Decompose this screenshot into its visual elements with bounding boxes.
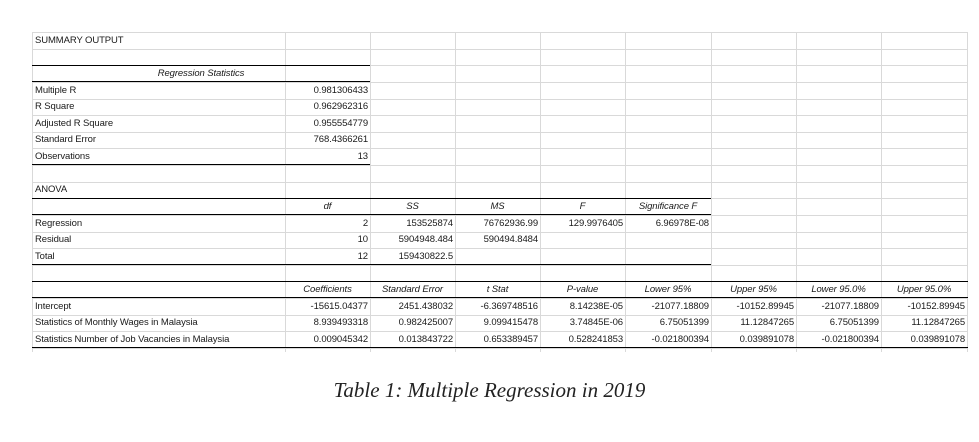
coef-header-upper-95-0[interactable]: Upper 95.0% (896, 284, 952, 295)
stat-label-r-square[interactable]: R Square (35, 101, 75, 112)
summary-title[interactable]: SUMMARY OUTPUT (35, 35, 124, 46)
anova-header-ss[interactable]: SS (406, 201, 419, 212)
table-caption: Table 1: Multiple Regression in 2019 (333, 378, 646, 402)
gridline (32, 165, 968, 166)
anova-cell[interactable]: 159430822.5 (398, 251, 453, 262)
anova-label-total[interactable]: Total (35, 251, 55, 262)
anova-cell[interactable]: 153525874 (406, 218, 453, 229)
anova-cell[interactable]: 129.9976405 (568, 218, 623, 229)
gridline (32, 148, 968, 149)
coef-label-intercept[interactable]: Intercept (35, 301, 72, 312)
coef-cell[interactable]: -0.021800394 (821, 334, 879, 345)
stat-label-standard-error[interactable]: Standard Error (35, 134, 96, 145)
coef-cell[interactable]: -21077.18809 (651, 301, 709, 312)
coef-cell[interactable]: 0.982425007 (398, 317, 453, 328)
stat-value-observations[interactable]: 13 (357, 151, 368, 162)
coef-cell[interactable]: -21077.18809 (821, 301, 879, 312)
gridline (32, 348, 968, 349)
spreadsheet-grid (32, 32, 968, 352)
stat-label-adjusted-r-square[interactable]: Adjusted R Square (35, 118, 114, 129)
anova-header-ms[interactable]: MS (490, 201, 505, 212)
coef-header-p-value[interactable]: P-value (566, 284, 599, 295)
gridline (32, 265, 968, 266)
coef-cell[interactable]: 0.039891078 (910, 334, 965, 345)
coef-cell[interactable]: 0.013843722 (398, 334, 453, 345)
gridline (32, 49, 968, 50)
coef-label-job-vacancies[interactable]: Statistics Number of Job Vacancies in Malaysia (35, 334, 230, 345)
stat-label-multiple-r[interactable]: Multiple R (35, 85, 77, 96)
coef-cell[interactable]: 3.74845E-06 (569, 317, 623, 328)
anova-title[interactable]: ANOVA (35, 184, 68, 195)
coef-cell[interactable]: 9.099415478 (483, 317, 538, 328)
anova-cell[interactable]: 5904948.484 (398, 234, 453, 245)
anova-label-regression[interactable]: Regression (35, 218, 83, 229)
anova-cell[interactable]: 10 (357, 234, 368, 245)
coef-cell[interactable]: 0.009045342 (313, 334, 368, 345)
coef-header-upper-95[interactable]: Upper 95% (730, 284, 777, 295)
gridline (32, 99, 968, 100)
anova-label-residual[interactable]: Residual (35, 234, 72, 245)
coef-header-standard-error[interactable]: Standard Error (382, 284, 443, 295)
coef-cell[interactable]: -15615.04377 (310, 301, 368, 312)
gridline (32, 32, 968, 33)
anova-header-f[interactable]: F (579, 201, 586, 212)
coef-cell[interactable]: 8.939493318 (313, 317, 368, 328)
regression-statistics-header[interactable]: Regression Statistics (157, 68, 245, 79)
stat-label-observations[interactable]: Observations (35, 151, 90, 162)
coef-cell[interactable]: 11.12847265 (740, 317, 794, 328)
coef-header-lower-95[interactable]: Lower 95% (644, 284, 692, 295)
gridline (32, 115, 968, 116)
gridline (967, 32, 968, 352)
coef-cell[interactable]: -10152.89945 (736, 301, 794, 312)
coef-cell[interactable]: -10152.89945 (907, 301, 965, 312)
anova-cell[interactable]: 590494.8484 (483, 234, 538, 245)
coef-cell[interactable]: 8.14238E-05 (569, 301, 623, 312)
coef-cell[interactable]: 2451.438032 (398, 301, 453, 312)
coef-cell[interactable]: -0.021800394 (651, 334, 709, 345)
coef-cell[interactable]: 0.528241853 (568, 334, 623, 345)
anova-cell[interactable]: 2 (362, 218, 368, 229)
stat-value-standard-error[interactable]: 768.4366261 (313, 134, 368, 145)
anova-header-df[interactable]: df (323, 201, 332, 212)
coef-cell[interactable]: -6.369748516 (480, 301, 538, 312)
gridline (32, 132, 968, 133)
gridline (32, 248, 968, 249)
anova-cell[interactable]: 76762936.99 (483, 218, 538, 229)
coef-label-monthly-wages[interactable]: Statistics of Monthly Wages in Malaysia (35, 317, 198, 328)
anova-cell[interactable]: 6.96978E-08 (655, 218, 709, 229)
coef-header-coefficients[interactable]: Coefficients (303, 284, 352, 295)
coef-cell[interactable]: 0.039891078 (739, 334, 794, 345)
stat-value-multiple-r[interactable]: 0.981306433 (313, 85, 368, 96)
coef-cell[interactable]: 6.75051399 (829, 317, 879, 328)
coef-cell[interactable]: 0.653389457 (483, 334, 538, 345)
coef-cell[interactable]: 6.75051399 (659, 317, 709, 328)
coef-header-lower-95-0[interactable]: Lower 95.0% (811, 284, 866, 295)
coef-cell[interactable]: 11.12847265 (911, 317, 965, 328)
anova-cell[interactable]: 12 (357, 251, 368, 262)
stat-value-r-square[interactable]: 0.962962316 (313, 101, 368, 112)
gridline (32, 182, 968, 183)
stat-value-adjusted-r-square[interactable]: 0.955554779 (313, 118, 368, 129)
anova-header-significance-f[interactable]: Significance F (638, 201, 698, 212)
gridline (32, 82, 968, 83)
coef-header-t-stat[interactable]: t Stat (486, 284, 509, 295)
